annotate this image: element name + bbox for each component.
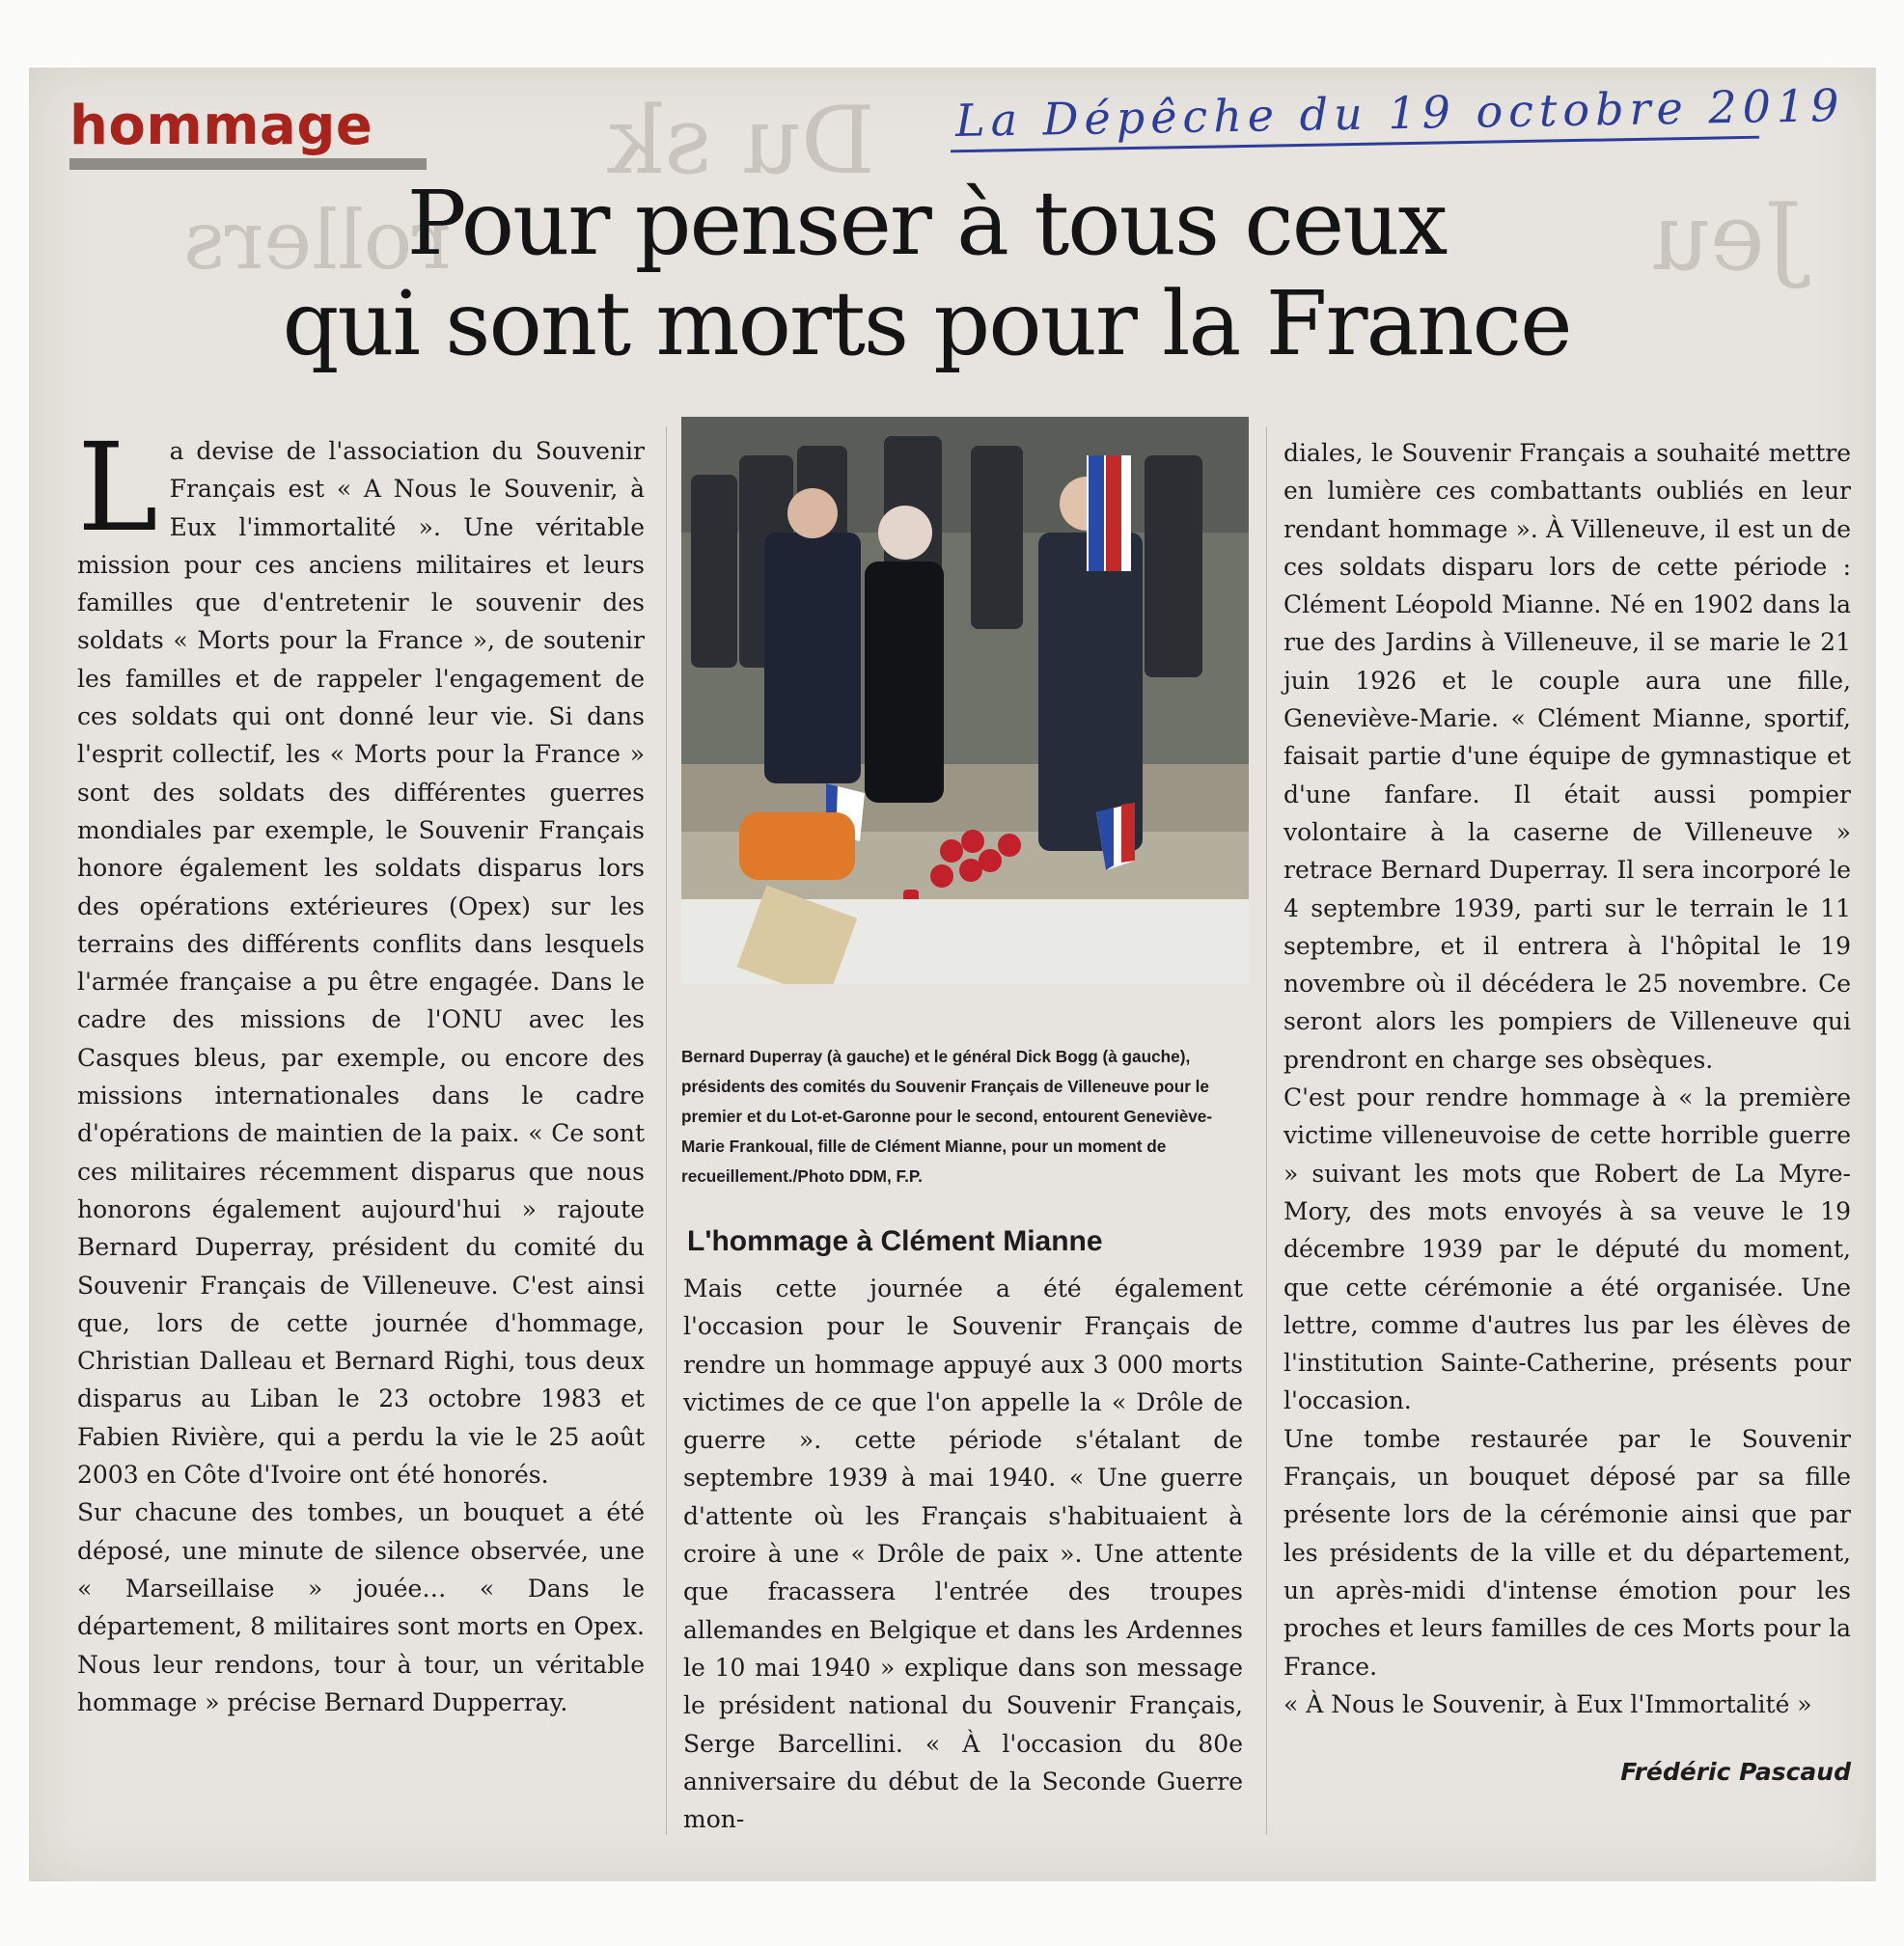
article-column-3 <box>1283 434 1851 1723</box>
article-paragraph: C'est pour rendre hommage à « la première victime villeneuvoise de cette horrible guerre » suivant les mots que Robert de La Myre-Mory, des mots envoyés à sa veuve le 19 décembre 1939 par le député du moment, que cette cérémonie a été organisée. Une lettre, comme d'autres lus par les élèves de l'institution Sainte-Catherine, présents pour l'occasion. <box>1283 1083 1851 1415</box>
show-through-text: Jeu <box>1650 183 1803 291</box>
ceremony-photo-image <box>681 417 1249 984</box>
handwritten-source-note: La Dépêche du 19 octobre 2019 <box>954 78 1845 148</box>
headline-line-1: Pour penser à tous ceux <box>406 172 1447 275</box>
headline <box>251 174 1602 374</box>
article-column-1 <box>77 417 645 1721</box>
author-byline: Frédéric Pascaud <box>1620 1758 1851 1786</box>
section-subhead: L'hommage à Clément Mianne <box>687 1225 1103 1257</box>
headline-line-2: qui sont morts pour la France <box>282 272 1571 375</box>
column-divider <box>1266 426 1267 1835</box>
article-paragraph: a devise de l'association du Souvenir Français est « A Nous le Souvenir, à Eux l'immortalité ». Une véritable mission pour ces anciens militaires et leurs familles que d'entretenir le souvenir des soldats « Morts pour la France », de soutenir les familles et de rappeler l'engagement de ces soldats qui ont donné leur vie. Si dans l'esprit collectif, les « Morts pour la France » sont des soldats des différentes guerres mondiales par exemple, le Souvenir Français honore également les soldats disparus lors des opérations extérieures (Opex) sur les terrains des différents conflits dans lesquels l'armée française a pu être engagée. Dans le cadre des missions de l'ONU avec les Casques bleus, par exemple, ou encore des missions internationales dans le cadre d'opérations de maintien de la paix. « Ce sont ces militaires récemment disparus que nous honorons également aujourd'hui » rajoute Bernard Duperray, président du comité du Souvenir Français de Villeneuve. C'est ainsi que, lors de cette journée d'hommage, Christian Dalleau et Bernard Righi, tous deux disparus au Liban le 23 octobre 1983 et Fabien Rivière, qui a perdu la vie le 25 août 2003 en Côte d'Ivoire ont été honorés. <box>77 437 645 1490</box>
article-column-2 <box>683 1270 1243 1838</box>
article-paragraph: Sur chacune des tombes, un bouquet a été déposé, une minute de silence observée, une « Marseillaise » jouée… « Dans le département, 8 militaires sont morts en Opex. Nous leur rendons, tour à tour, un véritable hommage » précise Bernard Dupperray. <box>77 1498 645 1716</box>
column-divider <box>666 426 667 1835</box>
photo-caption: Bernard Duperray (à gauche) et le général Dick Bogg (à gauche), présidents des comités du Souvenir Français de Villeneuve pour le premier et du Lot-et-Garonne pour le second, entourent Geneviève-Marie Frankoual, fille de Clément Mianne, pour un moment de recueillement./Photo DDM, F.P. <box>681 1047 1213 1186</box>
kicker-underline <box>69 158 427 170</box>
ceremony-photo <box>681 417 1249 984</box>
section-kicker: hommage <box>69 95 373 157</box>
article-paragraph: Une tombe restaurée par le Souvenir Français, un bouquet déposé par sa fille présente lors de la cérémonie ainsi que par les présidents de la ville et du département, un après-midi d'intense émotion pour les proches et leurs familles de ces Morts pour la France. <box>1283 1424 1851 1681</box>
show-through-text: rollers <box>183 193 452 288</box>
article-paragraph: Mais cette journée a été également l'occasion pour le Souvenir Français de rendre un hommage appuyé aux 3 000 morts victimes de ce que l'on appelle la « Drôle de guerre ». cette période s'étalant de septembre 1939 à mai 1940. « Une guerre d'attente où les Français s'habituaient à croire à une « Drôle de paix ». Une attente que fracassera l'entrée des troupes allemandes en Belgique et dans les Ardennes le 10 mai 1940 » explique dans son message le président national du Souvenir Français, Serge Barcellini. « À l'occasion du 80e anniversaire du début de la Seconde Guerre mon- <box>683 1274 1243 1834</box>
drop-cap: L <box>77 417 158 559</box>
newspaper-clipping <box>29 68 1876 1881</box>
closing-quote: « À Nous le Souvenir, à Eux l'Immortalité » <box>1283 1689 1812 1718</box>
show-through-text: Du sk <box>608 87 875 195</box>
article-paragraph: diales, le Souvenir Français a souhaité mettre en lumière ces combattants oubliés en leur rendant hommage ». À Villeneuve, il est un de ces soldats disparu lors de cette période : Clément Léopold Mianne. Né en 1902 dans la rue des Jardins à Villeneuve, il se marie le 21 juin 1926 et le couple aura une fille, Geneviève-Marie. « Clément Mianne, sportif, faisait partie d'une équipe de gymnastique et d'une fanfare. Il était aussi pompier volontaire à la caserne de Villeneuve » retrace Bernard Duperray. Il sera incorporé le 4 septembre 1939, parti sur le terrain le 11 septembre, et il entrera à l'hôpital le 19 novembre où il décédera le 25 novembre. Ce seront alors les pompiers de Villeneuve qui prendront en charge ses obsèques. <box>1283 439 1851 1074</box>
